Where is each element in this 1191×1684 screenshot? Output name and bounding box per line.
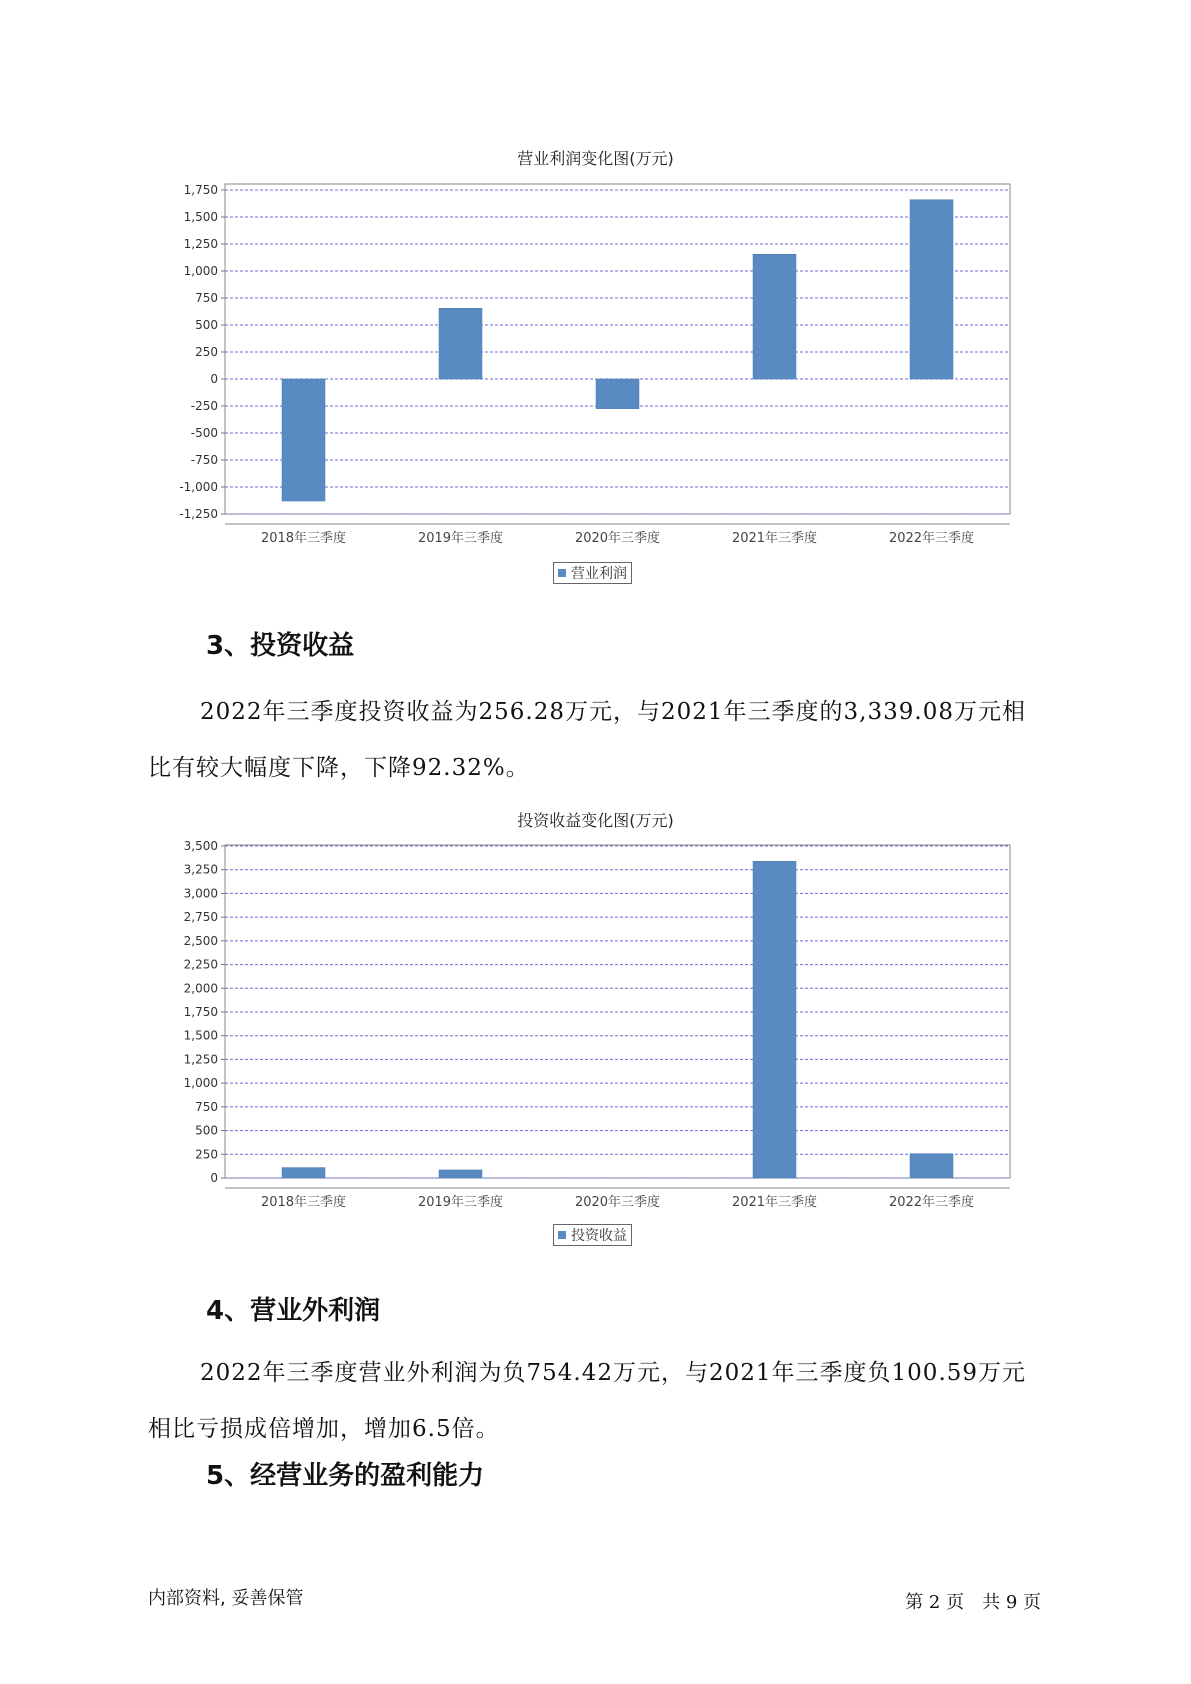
y-tick-label: 0 [210, 1171, 218, 1185]
y-tick-label: 250 [195, 1147, 218, 1162]
y-tick-label: 3,500 [183, 839, 218, 853]
x-tick-label: 2020年三季度 [574, 531, 661, 546]
bar [910, 1154, 953, 1178]
y-tick-label: 1,250 [183, 237, 218, 251]
footer-page-number: 第 2 页 共 9 页 [905, 1592, 1041, 1613]
section-4-heading: 4、营业外利润 [206, 1296, 381, 1326]
section-4-paragraph [148, 1345, 1048, 1457]
y-tick-label: 1,500 [183, 210, 218, 224]
x-tick-label: 2022年三季度 [888, 1195, 975, 1210]
x-tick-label: 2018年三季度 [260, 531, 347, 546]
y-tick-label: 1,500 [183, 1028, 218, 1043]
y-tick-label: 2,750 [183, 910, 218, 925]
y-tick-label: 1,750 [183, 1005, 218, 1019]
section-3-heading: 3、投资收益 [206, 631, 355, 661]
chart2-legend-label: 投资收益 [571, 1228, 627, 1244]
y-tick-label: -1,000 [179, 480, 218, 494]
y-tick-label: -500 [190, 426, 218, 440]
y-tick-label: 250 [195, 345, 218, 359]
y-tick-label: 750 [195, 291, 218, 305]
y-tick-label: 1,750 [183, 183, 218, 197]
footer-confidential-note: 内部资料, 妥善保管 [148, 1588, 304, 1609]
x-tick-label: 2022年三季度 [888, 531, 975, 546]
chart1-legend-label: 营业利润 [571, 566, 627, 582]
y-tick-label: -750 [190, 453, 218, 467]
chart2-legend [553, 1224, 632, 1246]
chart2-title: 投资收益变化图(万元) [517, 811, 674, 830]
x-tick-label: 2018年三季度 [260, 1195, 347, 1210]
section-3-text: 2022年三季度投资收益为256.28万元，与2021年三季度的3,339.08万元相比有较大幅度下降，下降92.32%。 [148, 699, 1026, 781]
x-tick-label: 2019年三季度 [417, 531, 504, 546]
y-tick-label: 2,500 [183, 933, 218, 948]
legend-swatch [558, 1231, 566, 1239]
bar [753, 861, 796, 1178]
y-tick-label: 3,250 [183, 862, 218, 877]
y-tick-label: 3,000 [183, 886, 218, 901]
y-tick-label: 2,250 [183, 957, 218, 972]
y-tick-label: 0 [210, 372, 218, 386]
y-tick-label: 1,000 [183, 1076, 218, 1091]
chart1-title: 营业利润变化图(万元) [517, 149, 674, 168]
x-tick-label: 2021年三季度 [731, 1195, 818, 1210]
x-tick-label: 2019年三季度 [417, 1195, 504, 1210]
y-tick-label: -250 [190, 399, 218, 413]
bar [439, 1170, 482, 1178]
y-tick-label: 500 [195, 1123, 218, 1138]
y-tick-label: 750 [195, 1099, 218, 1114]
bar [282, 1168, 325, 1178]
y-tick-label: 500 [195, 318, 218, 332]
section-5-heading: 5、经营业务的盈利能力 [206, 1461, 485, 1491]
y-tick-label: 1,250 [183, 1052, 218, 1067]
x-tick-label: 2020年三季度 [574, 1195, 661, 1210]
x-tick-label: 2021年三季度 [731, 531, 818, 546]
y-tick-label: 2,000 [183, 981, 218, 996]
y-tick-label: -1,250 [179, 507, 218, 521]
y-tick-label: 1,000 [183, 264, 218, 278]
section-4-text: 2022年三季度营业外利润为负754.42万元，与2021年三季度负100.59万元相比亏损成倍增加，增加6.5倍。 [148, 1360, 1027, 1442]
